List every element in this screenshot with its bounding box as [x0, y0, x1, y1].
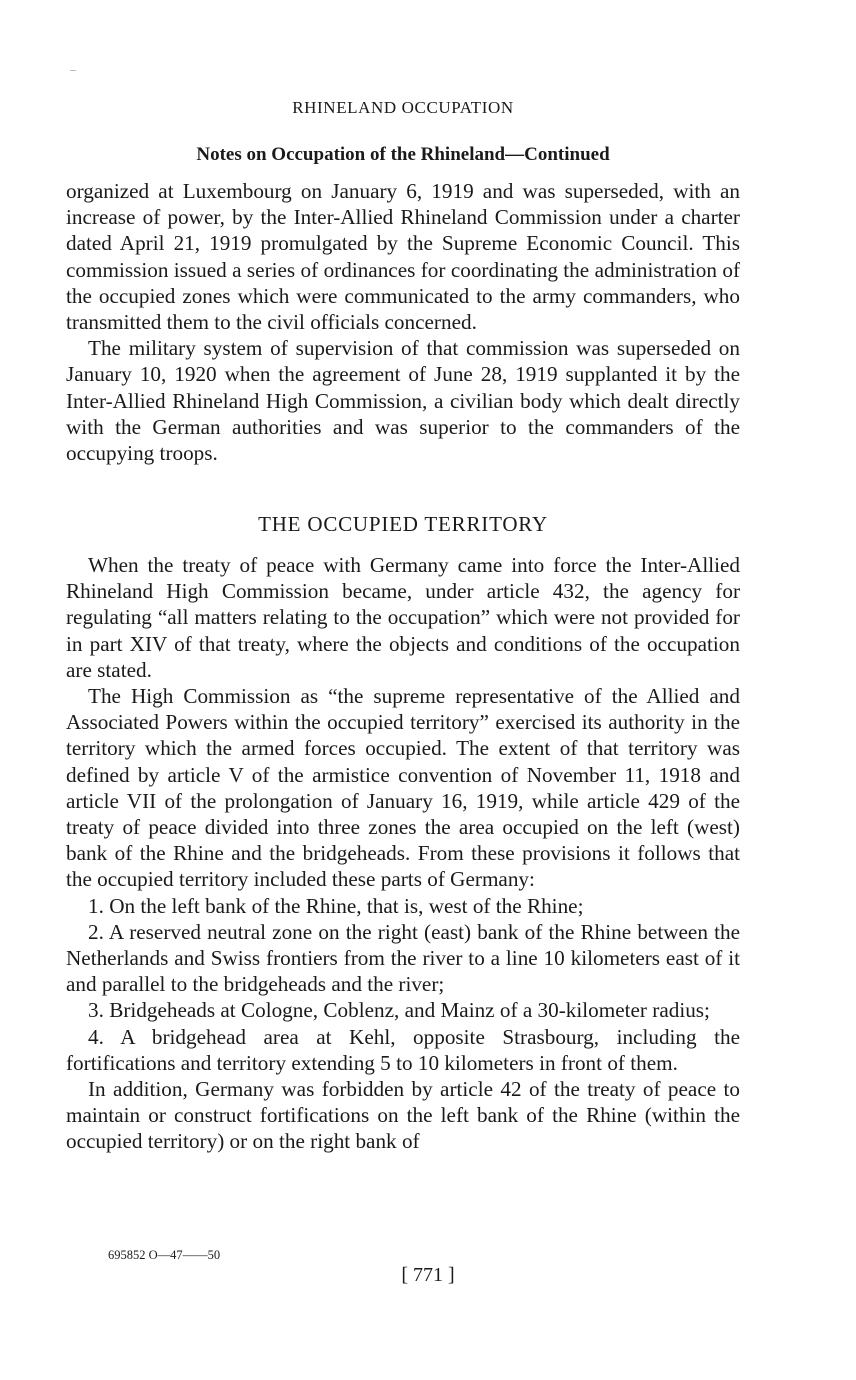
intro-text: [66, 178, 740, 466]
paragraph: The military system of supervision of that commission was superseded on January 10, 1920 when the agreement of June 28, 1919 supplanted it by the Inter-Allied Rhineland High Commission, a civilian body which dealt directly with the German authorities and was superior to the commanders of the occupying troops.: [66, 336, 740, 466]
section-caption: Notes on Occupation of the Rhineland—Continued: [196, 144, 610, 165]
paragraph: In addition, Germany was forbidden by article 42 of the treaty of peace to maintain or construct fortifications on the left bank of the Rhine (within the occupied territory) or on the right bank of: [66, 1077, 740, 1154]
paragraph: organized at Luxembourg on January 6, 1919 and was superseded, with an increase of power, by the Inter-Allied Rhineland Commission under a charter dated April 21, 1919 promulgated by the Supreme Economic Council. This commission issued a series of ordinances for coordinating the administration of the occupied zones which were communicated to the army commanders, who transmitted them to the civil officials concerned.: [66, 179, 740, 335]
list-item: 3. Bridgeheads at Cologne, Coblenz, and Mainz of a 30-kilometer radius;: [88, 998, 710, 1023]
paragraph: When the treaty of peace with Germany came into force the Inter-Allied Rhineland High Commission became, under article 432, the agency for regulating “all matters relating to the occupation” which were not provided for in part XIV of that treaty, where the objects and conditions of the occupation are stated.: [66, 553, 740, 682]
print-code: 695852 O—47——50: [108, 1248, 221, 1262]
stray-ink-mark: [70, 70, 76, 71]
territory-text: [66, 552, 740, 1155]
list-item: 4. A bridgehead area at Kehl, opposite Strasbourg, including the fortifications and territory extending 5 to 10 kilometers in front of them.: [66, 1024, 740, 1075]
page-number: [ 771 ]: [401, 1264, 455, 1286]
section-heading: THE OCCUPIED TERRITORY: [258, 512, 548, 536]
paragraph: The High Commission as “the supreme representative of the Allied and Associated Powers within the occupied territory” exercised its authority in the territory which the armed forces occupied. The extent of that territory was defined by article V of the armistice convention of November 11, 1918 and article VII of the prolongation of January 16, 1919, while article 429 of the treaty of peace divided into three zones the area occupied on the left (west) bank of the Rhine and the bridgeheads. From these provisions it follows that the occupied territory included these parts of Germany:: [66, 684, 740, 892]
list-item: 1. On the left bank of the Rhine, that is, west of the Rhine;: [88, 893, 584, 918]
running-head: RHINELAND OCCUPATION: [292, 98, 514, 117]
list-item: 2. A reserved neutral zone on the right (east) bank of the Rhine between the Netherlands and Swiss frontiers from the river to a line 10 kilometers east of it and parallel to the bridgeheads and the river;: [66, 919, 740, 997]
